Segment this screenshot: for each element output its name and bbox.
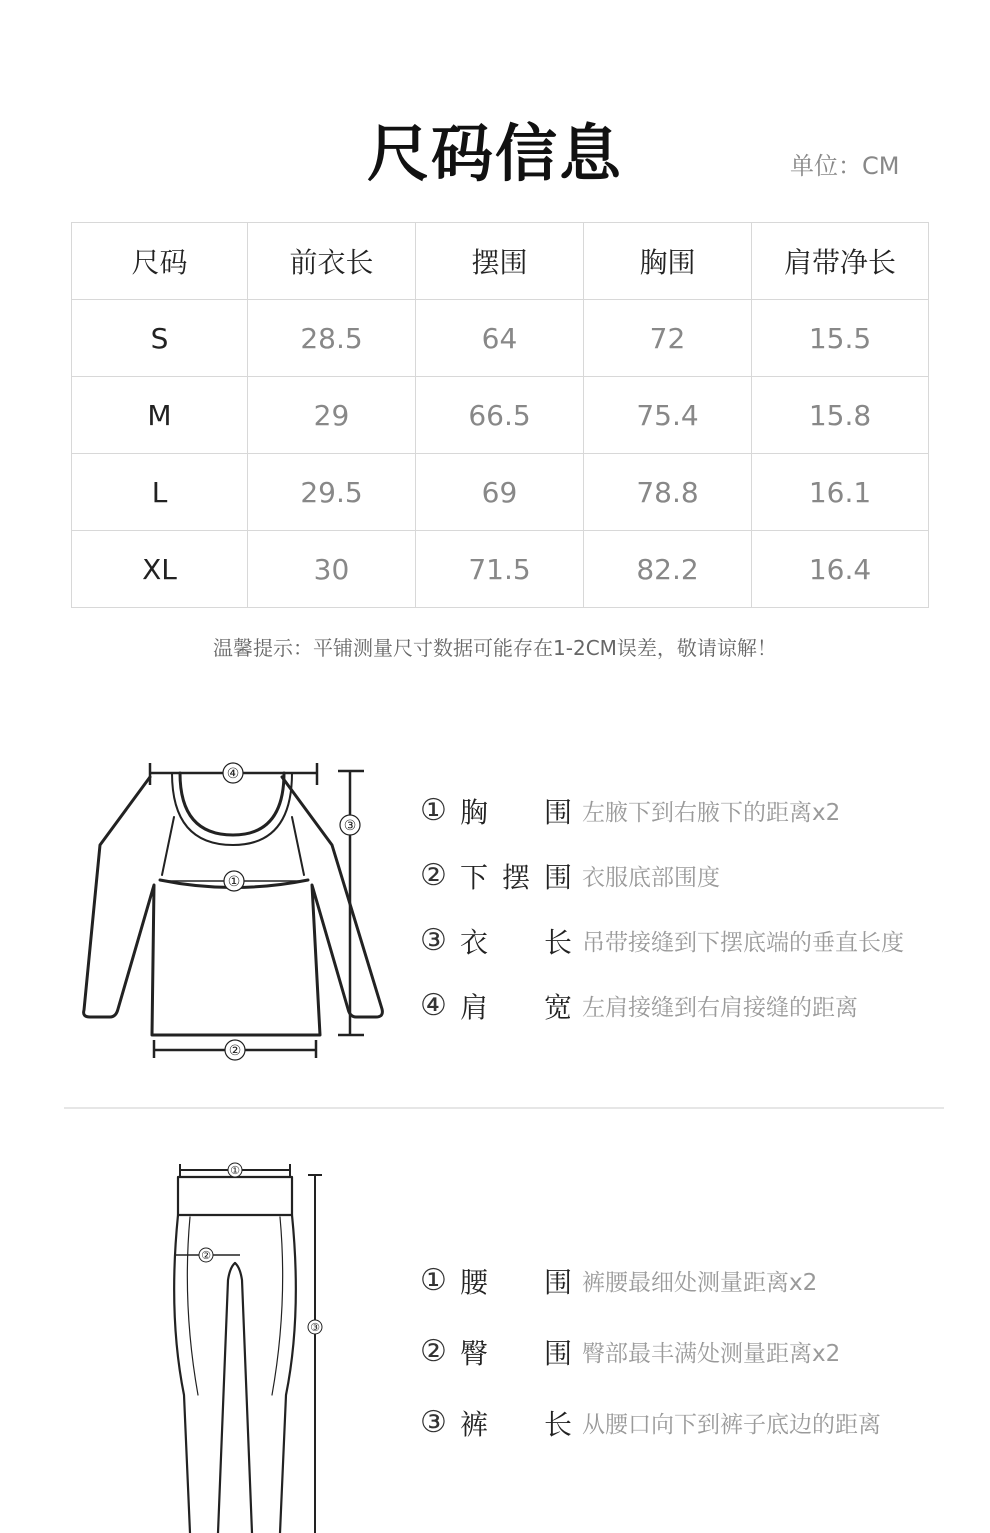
table-row bbox=[72, 300, 929, 377]
table-cell: L bbox=[72, 454, 248, 531]
table-cell: 78.8 bbox=[584, 454, 752, 531]
item-description: 臀部最丰满处测量距离x2 bbox=[582, 1341, 841, 1367]
list-item bbox=[420, 1245, 881, 1316]
list-item bbox=[420, 843, 904, 908]
section-divider bbox=[64, 1107, 944, 1109]
table-cell: 69 bbox=[416, 454, 584, 531]
shirt-measurement-list bbox=[420, 778, 904, 1038]
table-cell: 28.5 bbox=[248, 300, 416, 377]
table-cell: 29.5 bbox=[248, 454, 416, 531]
unit-label: 单位：CM bbox=[790, 152, 900, 180]
table-cell: 66.5 bbox=[416, 377, 584, 454]
col-header: 肩带净长 bbox=[752, 223, 929, 300]
item-number: ③ bbox=[420, 1405, 447, 1440]
item-description: 左肩接缝到右肩接缝的距离 bbox=[582, 995, 858, 1021]
item-description: 吊带接缝到下摆底端的垂直长度 bbox=[582, 930, 904, 956]
table-cell: 71.5 bbox=[416, 531, 584, 608]
item-description: 左腋下到右腋下的距离x2 bbox=[582, 800, 841, 826]
table-cell: M bbox=[72, 377, 248, 454]
item-term: 胸 围 bbox=[460, 795, 572, 829]
table-row bbox=[72, 454, 929, 531]
pants-label-length: ③ bbox=[310, 1321, 320, 1334]
list-item bbox=[420, 908, 904, 973]
table-cell: 15.8 bbox=[752, 377, 929, 454]
list-item bbox=[420, 1387, 881, 1458]
item-number: ① bbox=[420, 1263, 447, 1298]
table-row bbox=[72, 531, 929, 608]
item-term: 裤 长 bbox=[460, 1407, 572, 1441]
pants-diagram bbox=[160, 1155, 340, 1533]
item-description: 衣服底部围度 bbox=[582, 865, 720, 891]
shirt-label-chest: ① bbox=[227, 874, 241, 890]
table-cell: S bbox=[72, 300, 248, 377]
table-cell: 30 bbox=[248, 531, 416, 608]
item-number: ② bbox=[420, 1334, 447, 1369]
list-item bbox=[420, 778, 904, 843]
col-header: 尺码 bbox=[72, 223, 248, 300]
list-item bbox=[420, 1316, 881, 1387]
page-title: 尺码信息 bbox=[366, 117, 623, 190]
table-cell: 75.4 bbox=[584, 377, 752, 454]
col-header: 前衣长 bbox=[248, 223, 416, 300]
list-item bbox=[420, 973, 904, 1038]
item-number: ② bbox=[420, 858, 447, 893]
item-term: 肩 宽 bbox=[460, 990, 572, 1024]
item-term: 衣 长 bbox=[460, 925, 572, 959]
table-cell: 82.2 bbox=[584, 531, 752, 608]
table-cell: 15.5 bbox=[752, 300, 929, 377]
table-cell: 29 bbox=[248, 377, 416, 454]
item-term: 下 摆 围 bbox=[460, 860, 572, 894]
item-term: 臀 围 bbox=[460, 1336, 572, 1370]
item-number: ④ bbox=[420, 988, 447, 1023]
item-number: ① bbox=[420, 793, 447, 828]
item-number: ③ bbox=[420, 923, 447, 958]
measurement-note: 温馨提示：平铺测量尺寸数据可能存在1-2CM误差，敬请谅解！ bbox=[213, 636, 777, 660]
col-header: 胸围 bbox=[584, 223, 752, 300]
table-cell: 64 bbox=[416, 300, 584, 377]
shirt-label-hem: ② bbox=[228, 1043, 242, 1059]
col-header: 摆围 bbox=[416, 223, 584, 300]
pants-measurement-list bbox=[420, 1245, 881, 1458]
table-cell: 16.4 bbox=[752, 531, 929, 608]
table-cell: 16.1 bbox=[752, 454, 929, 531]
item-description: 从腰口向下到裤子底边的距离 bbox=[582, 1412, 881, 1438]
pants-label-hip: ② bbox=[201, 1249, 211, 1262]
pants-label-waist: ① bbox=[230, 1164, 240, 1177]
table-cell: 72 bbox=[584, 300, 752, 377]
table-cell: XL bbox=[72, 531, 248, 608]
table-header-row bbox=[72, 223, 929, 300]
item-term: 腰 围 bbox=[460, 1265, 572, 1299]
shirt-label-length: ③ bbox=[343, 818, 357, 834]
table-row bbox=[72, 377, 929, 454]
shirt-diagram bbox=[70, 755, 400, 1065]
item-description: 裤腰最细处测量距离x2 bbox=[582, 1270, 818, 1296]
shirt-label-shoulder: ④ bbox=[226, 766, 240, 782]
size-table bbox=[71, 222, 929, 608]
